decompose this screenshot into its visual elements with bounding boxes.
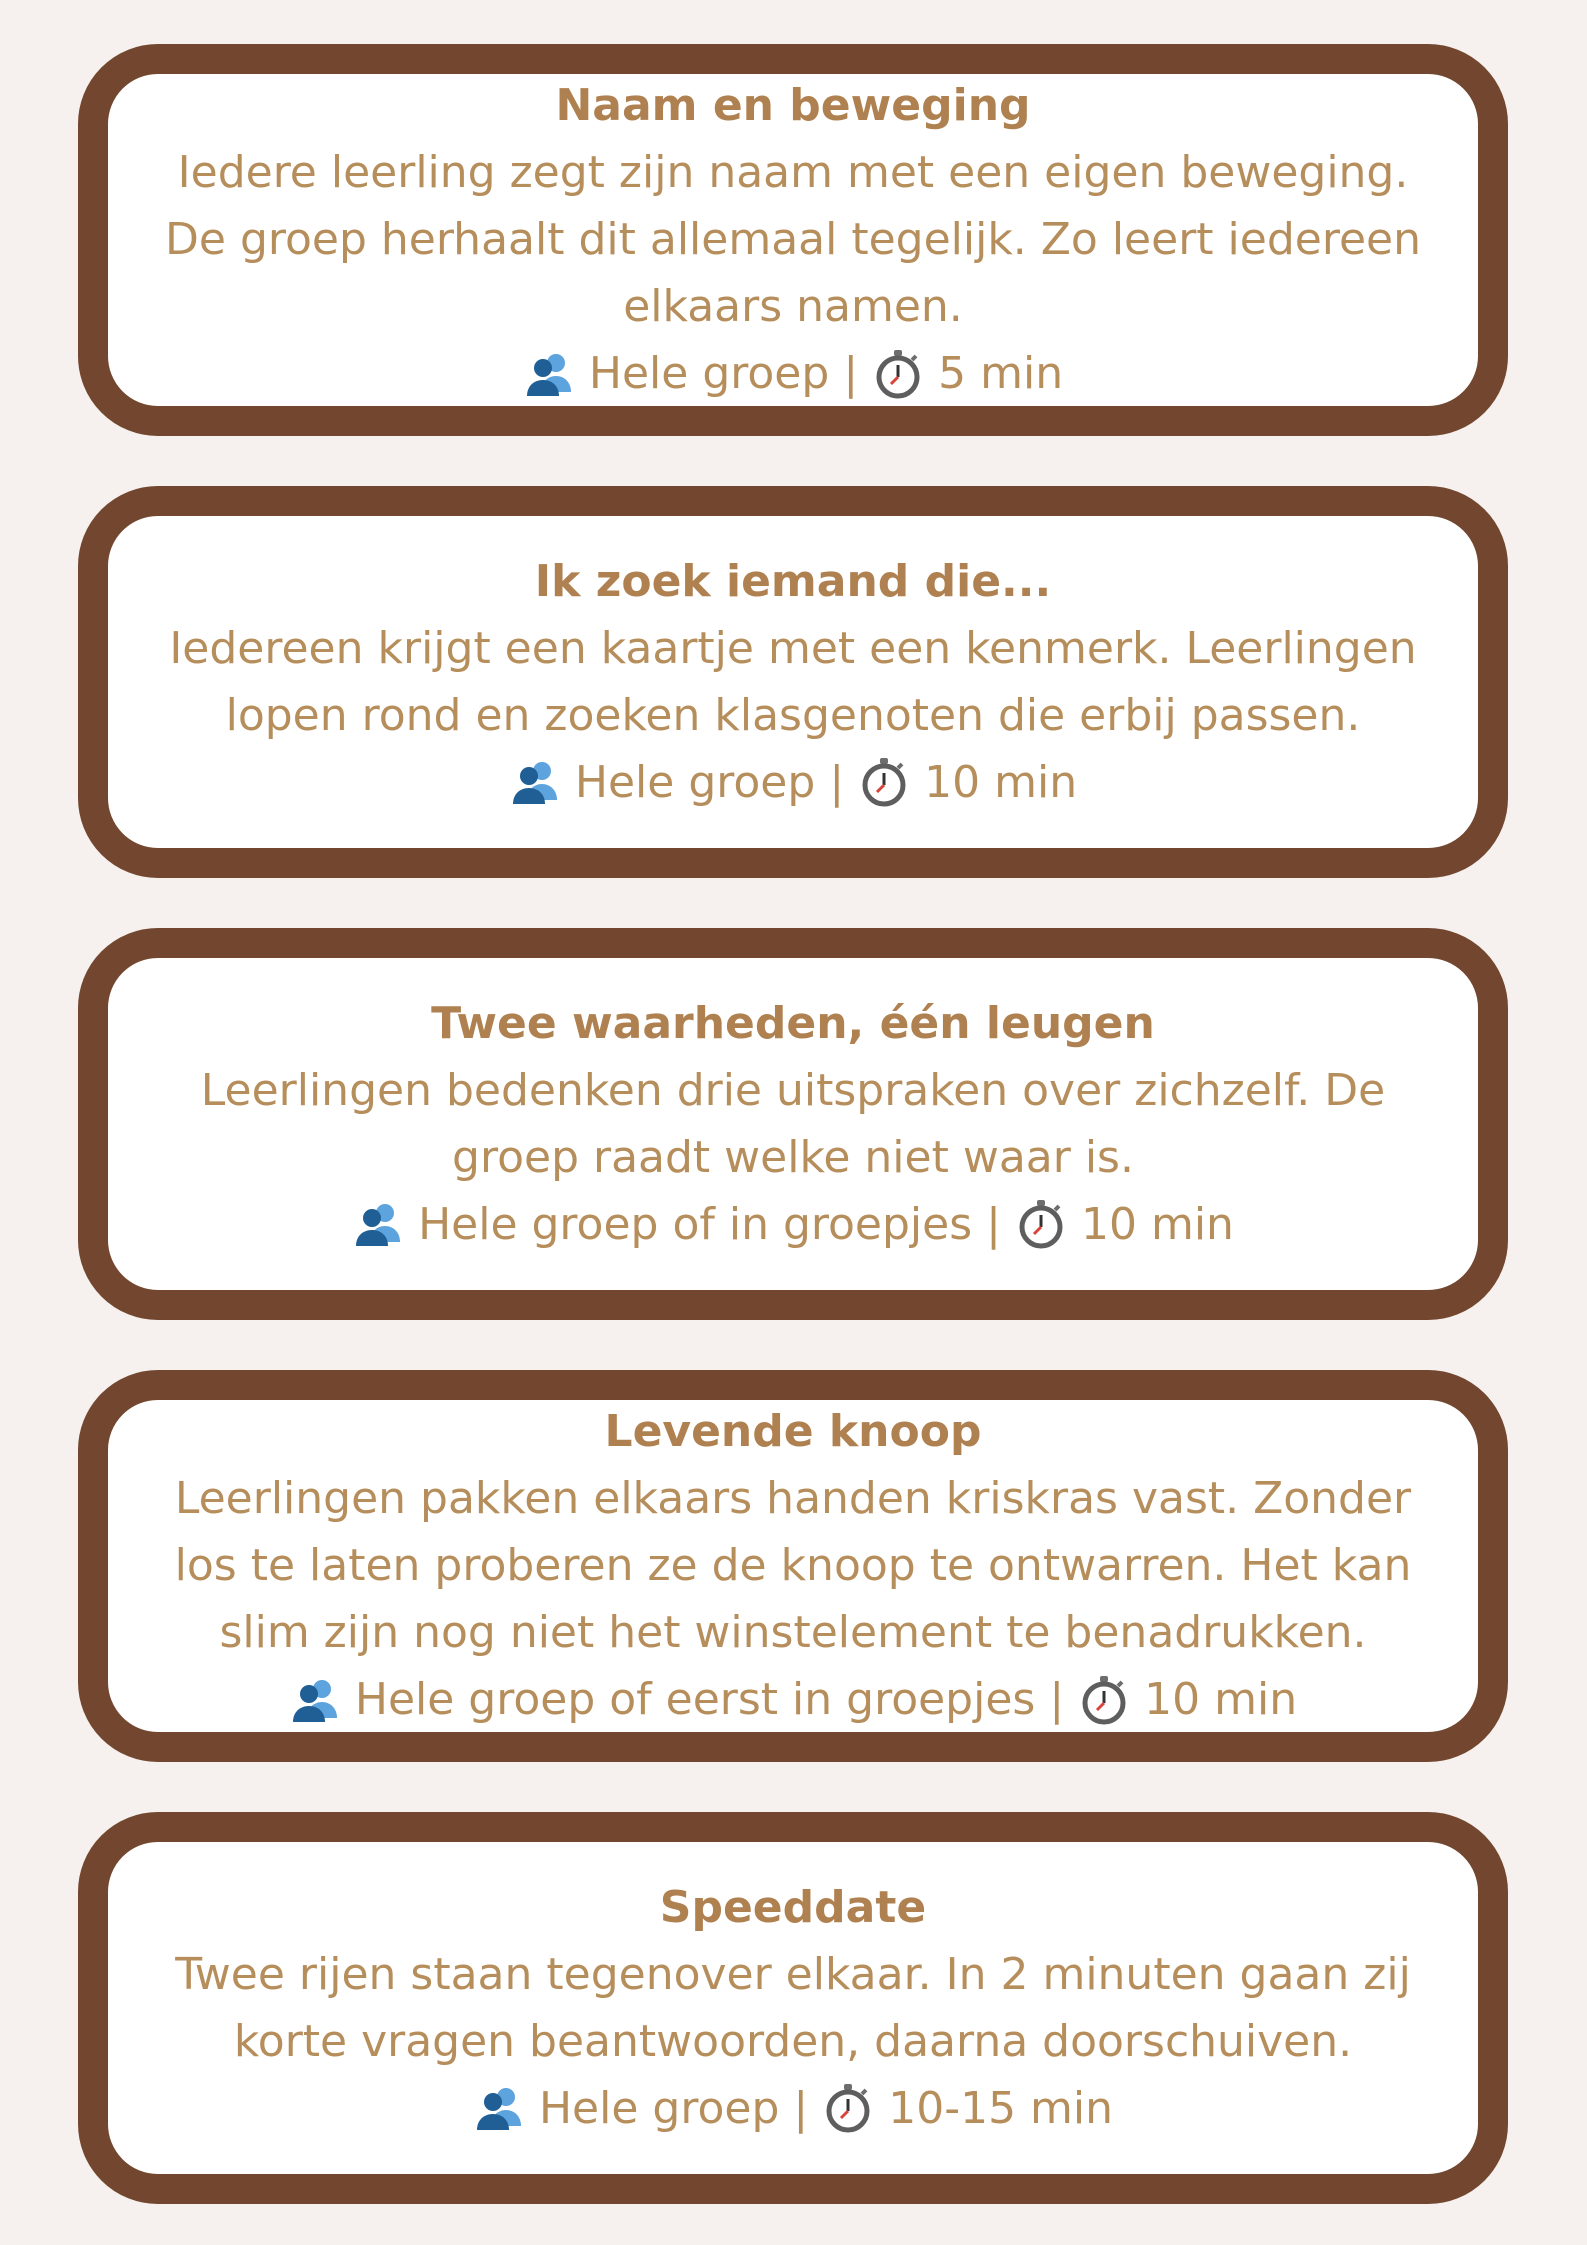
card-title: Ik zoek iemand die... [534, 555, 1052, 607]
people-icon [523, 348, 575, 400]
people-icon [473, 2082, 525, 2134]
meta-separator: | [829, 756, 845, 808]
activity-card-speeddate [78, 1812, 1508, 2204]
card-meta [352, 1191, 1234, 1258]
activity-card-levende-knoop [78, 1370, 1508, 1762]
activity-card-twee-waarheden [78, 928, 1508, 1320]
activity-card-naam-en-beweging [78, 44, 1508, 436]
group-size: Hele groep of in groepjes [418, 1198, 973, 1250]
stopwatch-icon [822, 2082, 874, 2134]
activity-card-ik-zoek-iemand-die [78, 486, 1508, 878]
card-description: Iedereen krijgt een kaartje met een kenmerk. Leerlingen lopen rond en zoeken klasgenoten die erbij passen. [169, 622, 1417, 741]
duration: 5 min [938, 348, 1064, 399]
card-description: Leerlingen pakken elkaars handen kriskras vast. Zonder los te laten proberen ze de knoop te ontwarren. Het kan slim zijn nog niet het winstelement te benadrukken. [174, 1473, 1412, 1658]
card-title: Speeddate [659, 1881, 927, 1933]
stopwatch-icon [858, 756, 910, 808]
group-size: Hele groep [538, 2082, 780, 2134]
stopwatch-icon [1015, 1198, 1067, 1250]
people-icon [352, 1198, 404, 1250]
stopwatch-icon [872, 348, 924, 400]
duration: 10-15 min [888, 2082, 1114, 2134]
meta-separator: | [843, 348, 859, 399]
group-size: Hele groep of eerst in groepjes [354, 1674, 1036, 1725]
card-title: Levende knoop [604, 1406, 982, 1457]
card-meta [473, 2075, 1113, 2142]
duration: 10 min [924, 756, 1078, 808]
card-meta [523, 340, 1063, 407]
group-size: Hele groep [574, 756, 816, 808]
card-title: Twee waarheden, één leugen [431, 997, 1155, 1049]
people-icon [509, 756, 561, 808]
duration: 10 min [1080, 1198, 1234, 1250]
card-description: Iedere leerling zegt zijn naam met een eigen beweging. De groep herhaalt dit allemaal tegelijk. Zo leert iedereen elkaars namen. [165, 147, 1421, 332]
meta-separator: | [986, 1198, 1001, 1250]
duration: 10 min [1144, 1674, 1298, 1725]
card-description: Twee rijen staan tegenover elkaar. In 2 minuten gaan zij korte vragen beantwoorden, daarna doorschuiven. [175, 1948, 1411, 2067]
stopwatch-icon [1078, 1674, 1130, 1726]
card-title: Naam en beweging [555, 80, 1031, 131]
people-icon [289, 1674, 341, 1726]
card-description: Leerlingen bedenken drie uitspraken over zichzelf. De groep raadt welke niet waar is. [200, 1064, 1386, 1183]
meta-separator: | [1049, 1674, 1065, 1725]
card-meta [289, 1666, 1297, 1733]
card-meta [509, 749, 1077, 816]
meta-separator: | [793, 2082, 809, 2134]
group-size: Hele groep [588, 348, 830, 399]
